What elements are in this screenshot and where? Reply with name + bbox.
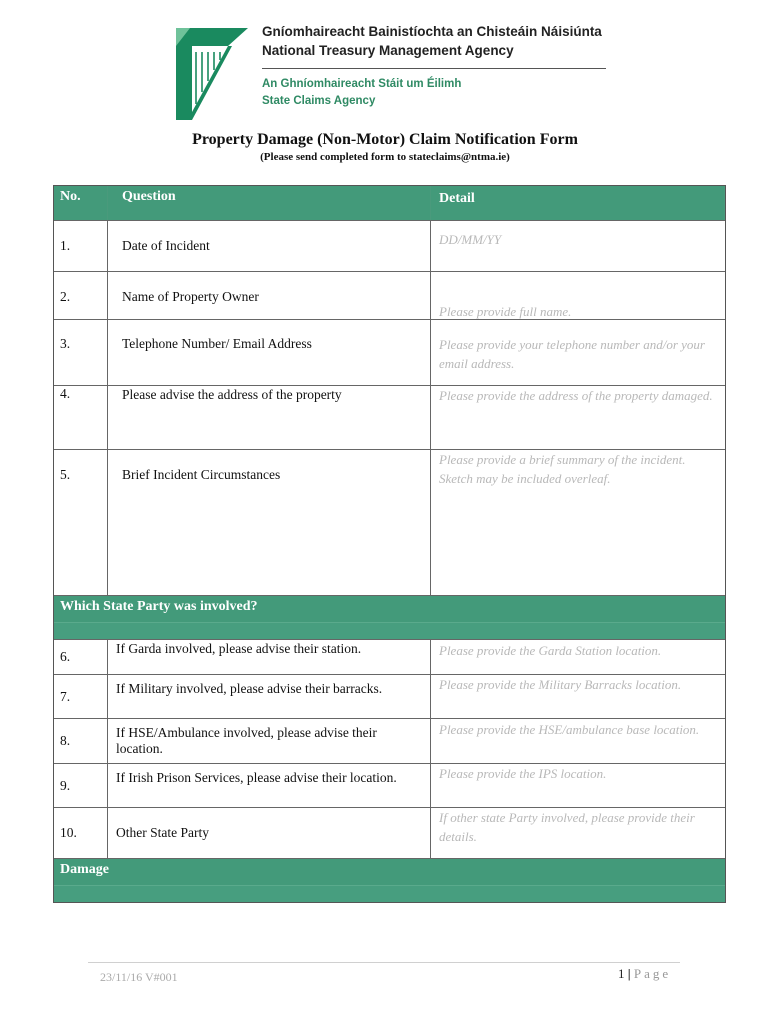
sub-agency-english: State Claims Agency: [262, 95, 376, 107]
row-number: 5.: [54, 450, 108, 595]
claim-form-table: [53, 185, 726, 903]
ips-location-field[interactable]: Please provide the IPS location.: [439, 766, 607, 781]
document-version: 23/11/16 V#001: [100, 970, 178, 984]
question-label: Please advise the address of the property: [108, 386, 431, 449]
table-row: [54, 450, 725, 596]
header-divider: [262, 68, 606, 69]
row-number: 10.: [54, 808, 108, 858]
agency-name-english: National Treasury Management Agency: [262, 43, 514, 58]
section-header-damage: [54, 859, 725, 902]
row-number: 8.: [54, 719, 108, 763]
row-number: 2.: [54, 272, 108, 319]
form-title: Property Damage (Non-Motor) Claim Notification Form: [192, 131, 578, 148]
question-label: Name of Property Owner: [108, 272, 431, 319]
table-row: [54, 272, 725, 320]
row-number: 9.: [54, 764, 108, 807]
column-header-no: No.: [54, 186, 108, 220]
footer-divider: [88, 962, 680, 963]
page-label: Page: [633, 966, 672, 981]
agency-logo: [172, 24, 252, 124]
question-label: Brief Incident Circumstances: [108, 450, 431, 595]
question-label: If Irish Prison Services, please advise their location.: [108, 764, 431, 807]
page-separator: |: [627, 966, 631, 981]
contact-details-field[interactable]: Please provide your telephone number and/or your email address.: [439, 337, 705, 371]
other-state-party-field[interactable]: If other state Party involved, please provide their details.: [439, 810, 695, 844]
garda-station-field[interactable]: Please provide the Garda Station location.: [439, 643, 662, 658]
row-number: 1.: [54, 221, 108, 271]
question-label: If HSE/Ambulance involved, please advise their location.: [108, 719, 431, 763]
table-row: [54, 764, 725, 808]
property-address-field[interactable]: Please provide the address of the property damaged.: [439, 388, 713, 403]
agency-name-irish: Gníomhaireacht Bainistíochta an Chisteáin Náisiúnta: [262, 24, 602, 39]
table-header-row: [54, 186, 725, 221]
question-label: Other State Party: [108, 808, 431, 858]
table-row: [54, 386, 725, 450]
page-indicator: [618, 966, 671, 982]
section-band: [54, 885, 725, 902]
column-header-question: Question: [108, 186, 431, 220]
incident-circumstances-field[interactable]: Please provide a brief summary of the incident. Sketch may be included overleaf.: [439, 452, 686, 486]
table-row: [54, 675, 725, 719]
table-row: [54, 320, 725, 386]
row-number: 6.: [54, 640, 108, 674]
military-barracks-field[interactable]: Please provide the Military Barracks location.: [439, 677, 682, 692]
hse-location-field[interactable]: Please provide the HSE/ambulance base location.: [439, 722, 700, 737]
section-title-damage: Damage: [60, 862, 109, 877]
property-owner-name-field[interactable]: Please provide full name.: [439, 304, 572, 319]
row-number: 3.: [54, 320, 108, 385]
table-row: [54, 640, 725, 675]
form-subtitle: (Please send completed form to stateclaims@ntma.ie): [260, 151, 510, 163]
section-header-state-party: [54, 596, 725, 640]
question-label: If Garda involved, please advise their station.: [108, 640, 431, 674]
table-row: [54, 808, 725, 859]
section-band: [54, 622, 725, 639]
page-number: 1: [618, 966, 625, 981]
date-of-incident-field[interactable]: DD/MM/YY: [439, 232, 502, 247]
section-title-state-party: Which State Party was involved?: [60, 599, 258, 614]
row-number: 7.: [54, 675, 108, 718]
question-label: Telephone Number/ Email Address: [108, 320, 431, 385]
column-header-detail: Detail: [431, 186, 725, 220]
question-label: If Military involved, please advise their barracks.: [108, 675, 431, 718]
table-row: [54, 719, 725, 764]
sub-agency-irish: An Ghníomhaireacht Stáit um Éilimh: [262, 78, 462, 90]
table-row: [54, 221, 725, 272]
row-number: 4.: [54, 386, 108, 449]
question-label: Date of Incident: [108, 221, 431, 271]
